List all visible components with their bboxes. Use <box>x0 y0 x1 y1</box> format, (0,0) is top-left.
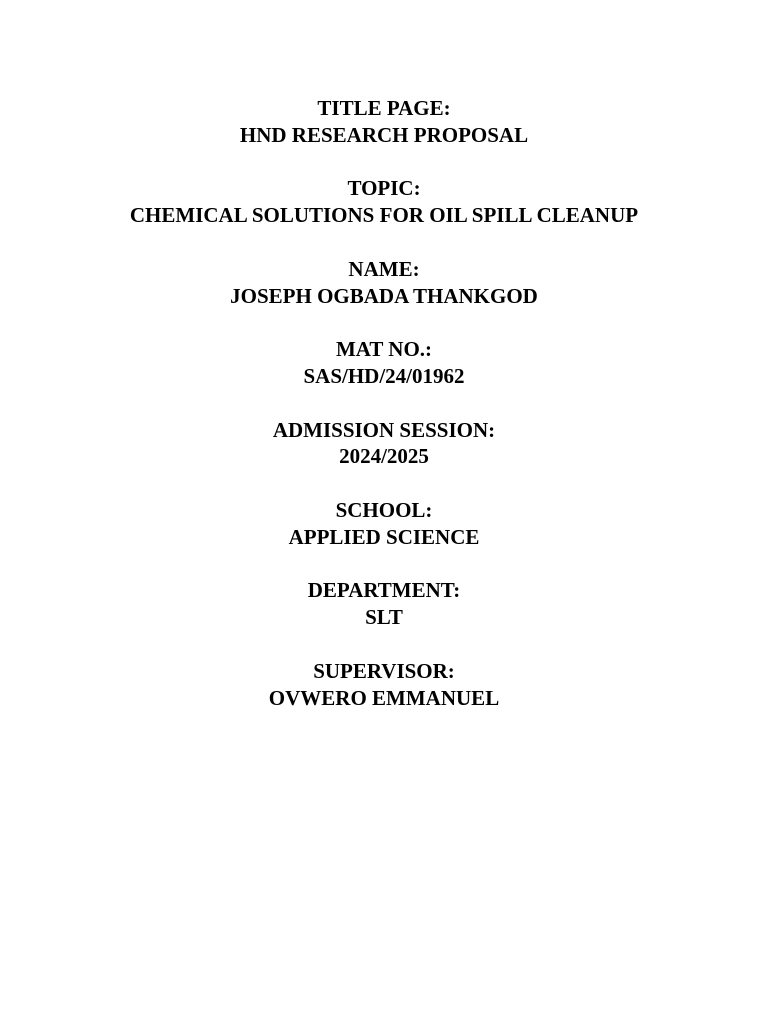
title-heading: TITLE PAGE: <box>317 96 451 120</box>
department-value: SLT <box>365 605 403 630</box>
title-block <box>0 95 768 148</box>
department-heading: DEPARTMENT: <box>307 578 461 603</box>
mat-no-value: SAS/HD/24/01962 <box>303 363 465 388</box>
title-page <box>0 95 768 738</box>
department-block <box>0 577 768 630</box>
name-value: JOSEPH OGBADA THANKGOD <box>230 283 538 308</box>
school-heading: SCHOOL: <box>335 498 433 523</box>
name-heading: NAME: <box>348 256 420 281</box>
topic-value: CHEMICAL SOLUTIONS FOR OIL SPILL CLEANUP <box>129 203 639 228</box>
mat-no-heading: MAT NO.: <box>335 337 433 362</box>
supervisor-block <box>0 658 768 711</box>
name-block <box>0 256 768 309</box>
school-block <box>0 497 768 550</box>
supervisor-heading: SUPERVISOR: <box>313 658 455 683</box>
supervisor-value: OVWERO EMMANUEL <box>268 685 500 710</box>
admission-session-heading: ADMISSION SESSION: <box>272 417 496 442</box>
title-value: HND RESEARCH PROPOSAL <box>239 122 529 147</box>
topic-block <box>0 175 768 228</box>
school-value: APPLIED SCIENCE <box>288 524 480 549</box>
mat-no-block <box>0 336 768 389</box>
admission-session-value: 2024/2025 <box>339 444 429 469</box>
topic-heading: TOPIC: <box>347 176 421 201</box>
admission-session-block <box>0 417 768 470</box>
